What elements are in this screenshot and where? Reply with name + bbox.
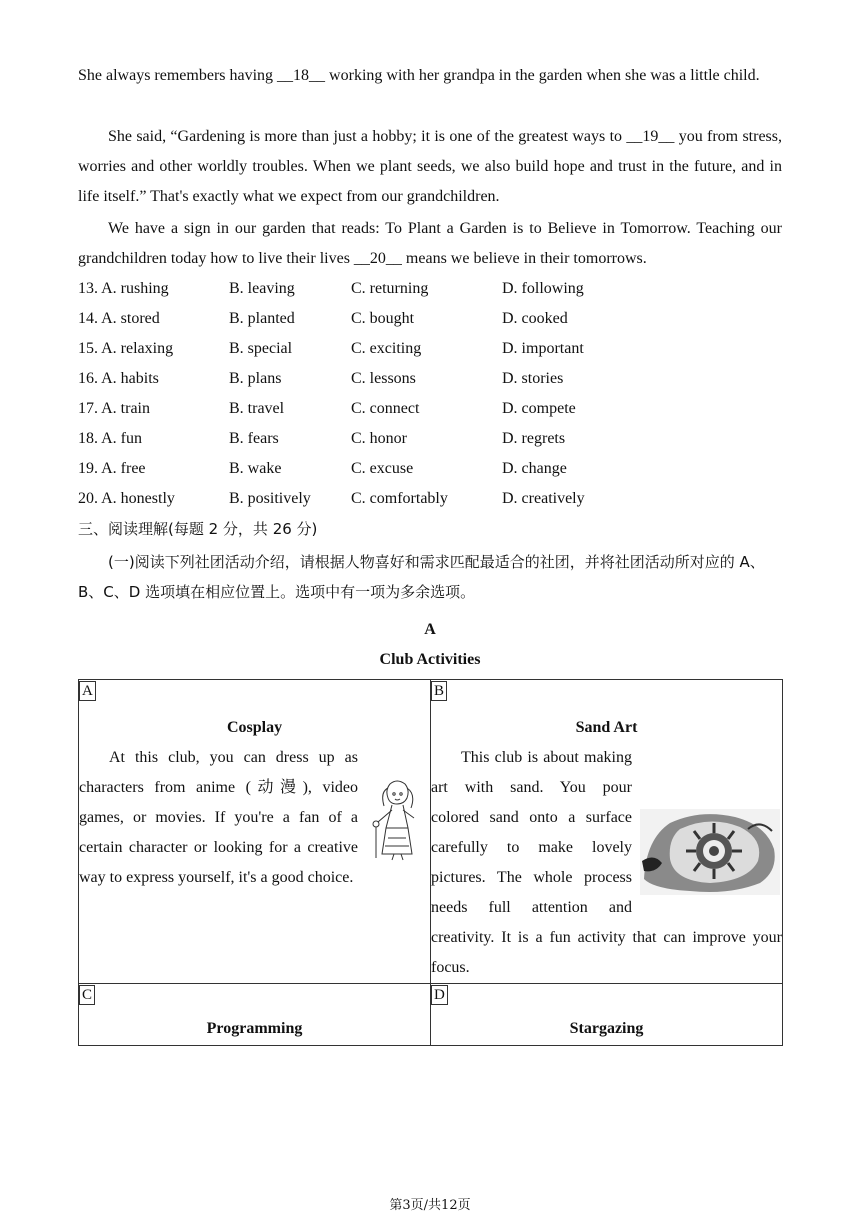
option-b: B. travel — [229, 400, 285, 417]
passage-paragraph-3: We have a sign in our garden that reads: To Plant a Garden is to Believe in Tomorrow. Teaching our grandchildren today how to live their lives __20__ means we believe in their tomorrows. — [78, 220, 782, 267]
section-title: 三、阅读理解(每题 2 分，共 26 分) — [78, 520, 318, 538]
option-a: 16. A. habits — [78, 370, 159, 387]
option-row-13 — [78, 274, 782, 304]
option-row-17 — [78, 394, 782, 424]
passage-paragraph-1: She always remembers having __18__ working with her grandpa in the garden when she was a little child. — [78, 67, 760, 84]
club-letter: A — [79, 681, 96, 701]
option-a: 13. A. rushing — [78, 280, 169, 297]
option-row-15 — [78, 334, 782, 364]
club-name: Cosplay — [226, 719, 283, 736]
option-row-16 — [78, 364, 782, 394]
option-a: 14. A. stored — [78, 310, 160, 327]
option-d: D. important — [502, 340, 584, 357]
option-a: 20. A. honestly — [78, 490, 175, 507]
club-name: Stargazing — [569, 1020, 644, 1037]
option-d: D. compete — [502, 400, 576, 417]
section-instructions: (一)阅读下列社团活动介绍，请根据人物喜好和需求匹配最适合的社团，并将社团活动所对应的 A、B、C、D 选项填在相应位置上。选项中有一项为多余选项。 — [78, 553, 765, 601]
club-name: Sand Art — [575, 719, 638, 736]
club-description — [79, 743, 430, 893]
option-d: D. creatively — [502, 490, 585, 507]
club-letter: B — [431, 681, 447, 701]
club-table — [78, 679, 783, 1046]
option-b: B. leaving — [229, 280, 295, 297]
option-d: D. stories — [502, 370, 564, 387]
club-cell-d — [431, 984, 783, 1046]
option-a: 15. A. relaxing — [78, 340, 174, 357]
option-c: C. comfortably — [351, 490, 448, 507]
option-d: D. regrets — [502, 430, 566, 447]
option-b: B. planted — [229, 310, 295, 327]
option-c: C. returning — [351, 280, 429, 297]
option-row-14 — [78, 304, 782, 334]
option-b: B. positively — [229, 490, 311, 507]
club-cell-a — [79, 680, 431, 984]
club-letter: D — [431, 985, 448, 1005]
option-row-18 — [78, 424, 782, 454]
option-b: B. fears — [229, 430, 279, 447]
option-a: 19. A. free — [78, 460, 146, 477]
cosplay-illustration — [366, 778, 428, 873]
club-text: This club is about making art with sand. You pour colored sand onto a surface carefully to make lovely pictures. The whole process needs full attention and creativity. It is a fun activity that can improve your focus. — [431, 749, 782, 976]
option-c: C. connect — [351, 400, 420, 417]
page-footer: 第3页/共12页 — [389, 1198, 471, 1213]
option-b: B. special — [229, 340, 293, 357]
option-row-20 — [78, 484, 782, 514]
option-c: C. bought — [351, 310, 415, 327]
option-d: D. following — [502, 280, 584, 297]
passage-letter: A — [424, 621, 436, 638]
option-b: B. wake — [229, 460, 282, 477]
club-description — [431, 743, 782, 983]
option-c: C. honor — [351, 430, 407, 447]
passage-paragraph-2: She said, “Gardening is more than just a hobby; it is one of the greatest ways to __19__ you from stress, worries and other worldly troubles. When we plant seeds, we also build hope and trust in the future, and in life itself.” That's exactly what we expect from our grandchildren. — [78, 128, 782, 205]
sand-art-illustration — [640, 809, 780, 906]
passage-heading: Club Activities — [379, 651, 481, 668]
option-a: 17. A. train — [78, 400, 150, 417]
club-name: Programming — [206, 1020, 303, 1037]
option-c: C. lessons — [351, 370, 416, 387]
option-d: D. change — [502, 460, 567, 477]
option-row-19 — [78, 454, 782, 484]
option-c: C. excuse — [351, 460, 414, 477]
club-letter: C — [79, 985, 95, 1005]
option-d: D. cooked — [502, 310, 568, 327]
club-cell-c — [79, 984, 431, 1046]
option-b: B. plans — [229, 370, 282, 387]
option-c: C. exciting — [351, 340, 422, 357]
option-a: 18. A. fun — [78, 430, 142, 447]
club-cell-b — [431, 680, 783, 984]
club-text: At this club, you can dress up as characters from anime (动漫), video games, or movies. If you're a fan of a certain character or looking for a creative way to express yourself, it's a good choice. — [79, 749, 358, 886]
